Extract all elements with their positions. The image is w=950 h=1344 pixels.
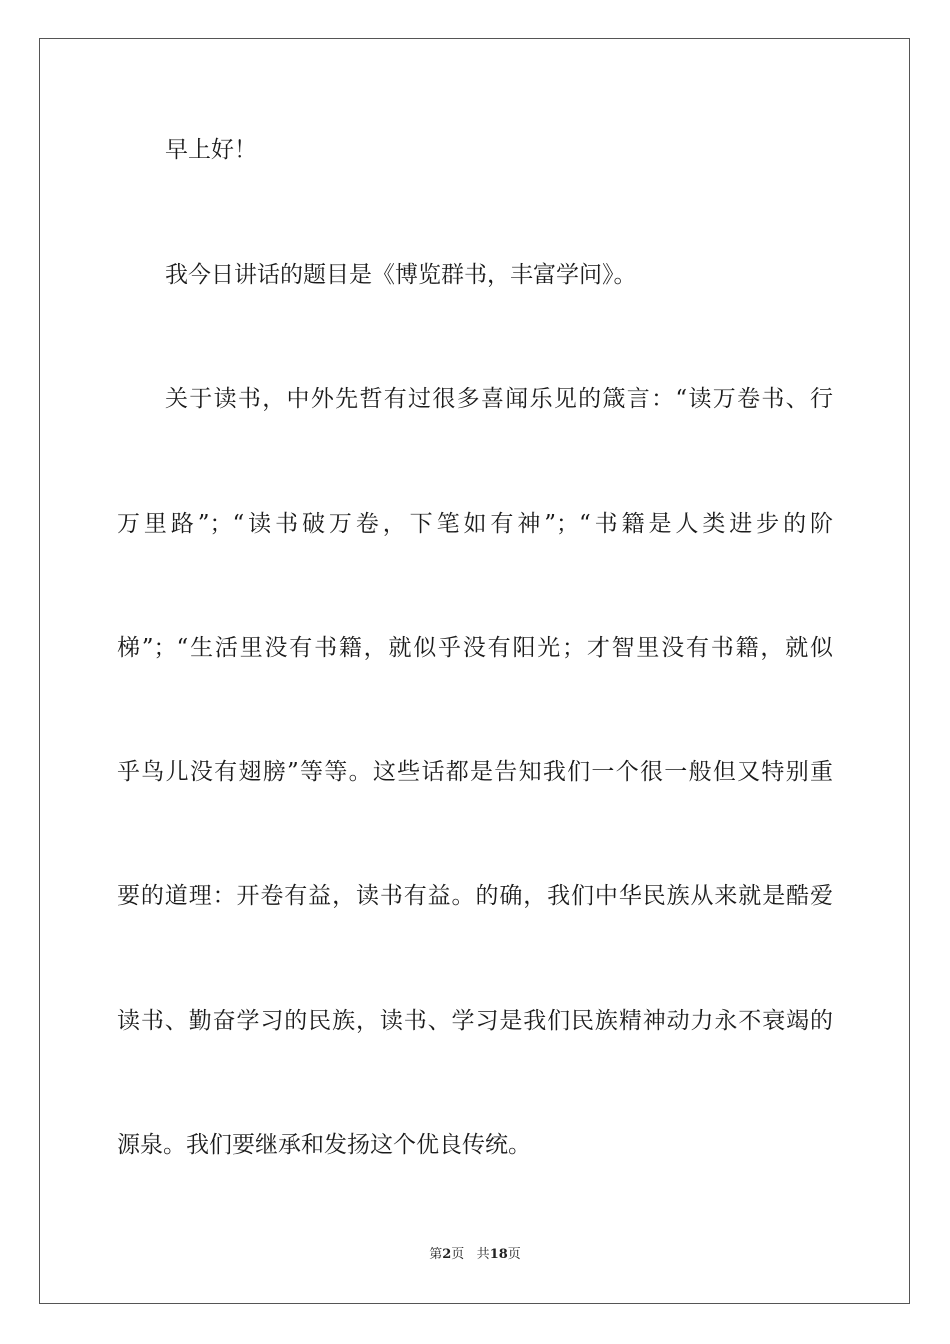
page-border xyxy=(39,38,910,1304)
page-footer xyxy=(0,1246,950,1264)
greeting-line: 早上好！ xyxy=(165,137,257,163)
body-line-2: 万里路”；“读书破万卷，下笔如有神”；“书籍是人类进步的阶 xyxy=(117,511,833,537)
body-line-1: 关于读书，中外先哲有过很多喜闻乐见的箴言：“读万卷书、行 xyxy=(165,386,833,412)
page-prefix: 第 xyxy=(429,1247,443,1262)
page-current: 2 xyxy=(442,1247,452,1262)
body-line-5: 要的道理：开卷有益，读书有益。的确，我们中华民族从来就是酷爱 xyxy=(117,883,833,909)
total-suffix: 页 xyxy=(507,1247,521,1262)
body-line-6: 读书、勤奋学习的民族，读书、学习是我们民族精神动力永不衰竭的 xyxy=(117,1008,833,1034)
body-line-4: 乎鸟儿没有翅膀”等等。这些话都是告知我们一个很一般但又特别重 xyxy=(117,759,833,785)
total-prefix: 共 xyxy=(476,1247,490,1262)
body-line-3: 梯”；“生活里没有书籍，就似乎没有阳光；才智里没有书籍，就似 xyxy=(117,635,833,661)
page-suffix: 页 xyxy=(451,1247,465,1262)
body-line-7: 源泉。我们要继承和发扬这个优良传统。 xyxy=(117,1132,531,1158)
topic-line: 我今日讲话的题目是《博览群书，丰富学问》。 xyxy=(165,262,637,288)
page-total: 18 xyxy=(489,1247,508,1262)
